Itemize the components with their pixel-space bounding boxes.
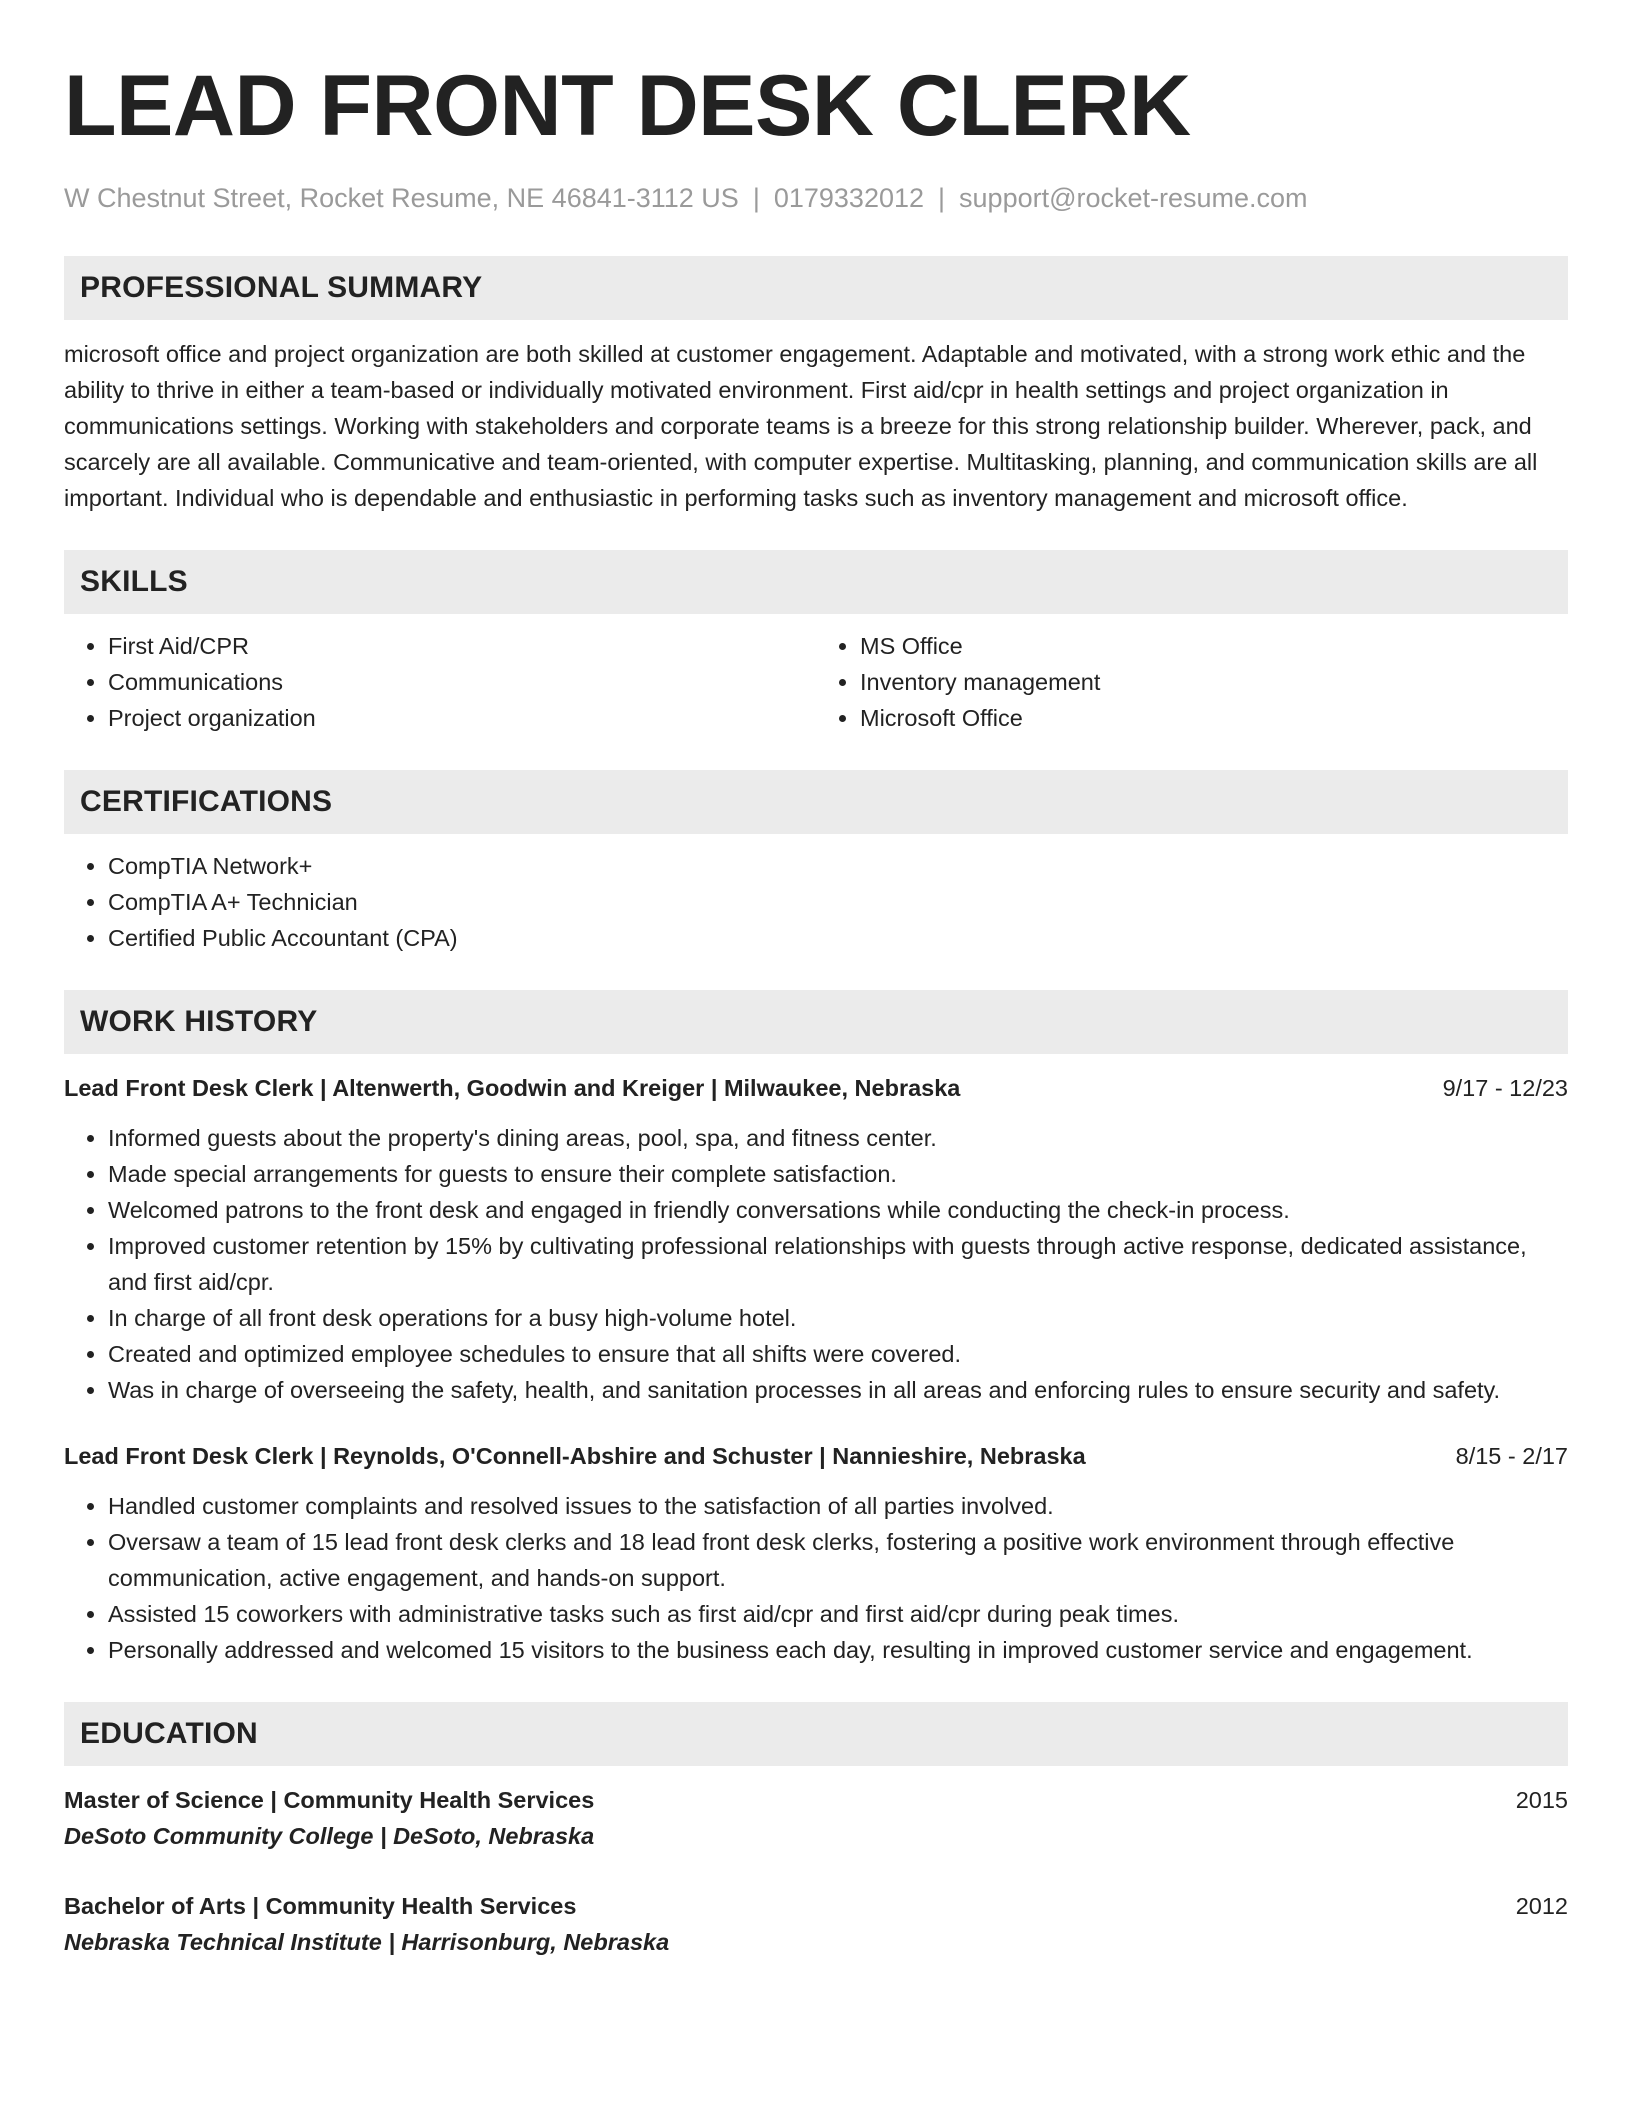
skill-item: • MS Office — [860, 628, 1568, 664]
contact-phone: 0179332012 — [773, 183, 925, 213]
education-header — [64, 1888, 1568, 1924]
summary-text: microsoft office and project organization are both skilled at customer engagement. Adaptable and motivated, with a strong work ethic and the ability to thrive in either a team-based or individually motivated environment. First aid/cpr in health settings and project organization in communications settings. Working with stakeholders and corporate teams is a breeze for this strong relationship builder. Wherever, pack, and scarcely are all available. Communicative and team-oriented, with computer expertise. Multitasking, planning, and communication skills are all important. Individual who is dependable and enthusiastic in performing tasks such as inventory management and microsoft office. — [64, 341, 1538, 511]
section-heading-work-history: WORK HISTORY — [64, 990, 1568, 1054]
skill-item: • Communications — [108, 664, 816, 700]
job-bullet: • Welcomed patrons to the front desk and engaged in friendly conversations while conducting the check-in process. — [108, 1192, 1568, 1228]
skills-grid — [64, 614, 1568, 736]
job-header — [64, 1438, 1568, 1474]
contact-separator: | — [938, 183, 946, 213]
section-heading-certifications: CERTIFICATIONS — [64, 770, 1568, 834]
certification-item: • Certified Public Accountant (CPA) — [108, 920, 1568, 956]
education-school: DeSoto Community College | DeSoto, Nebraska — [64, 1823, 595, 1849]
job-bullets — [64, 1120, 1568, 1408]
job-bullet: • Made special arrangements for guests to ensure their complete satisfaction. — [108, 1156, 1568, 1192]
education-year: 2012 — [1515, 1893, 1568, 1919]
job-bullet: • Oversaw a team of 15 lead front desk clerks and 18 lead front desk clerks, fostering a positive work environment through effective communication, active engagement, and hands-on support. — [108, 1524, 1568, 1596]
section-heading-summary: PROFESSIONAL SUMMARY — [64, 256, 1568, 320]
education-degree: Bachelor of Arts | Community Health Services — [64, 1893, 577, 1919]
education-year: 2015 — [1515, 1787, 1568, 1813]
contact-line — [64, 180, 1568, 216]
job-bullet: • Was in charge of overseeing the safety, health, and sanitation processes in all areas and enforcing rules to ensure security and safety. — [108, 1372, 1568, 1408]
section-heading-education: EDUCATION — [64, 1702, 1568, 1766]
job-bullet: • Improved customer retention by 15% by cultivating professional relationships with guests through active response, dedicated assistance, and first aid/cpr. — [108, 1228, 1568, 1300]
resume-name: LEAD FRONT DESK CLERK — [64, 58, 1191, 154]
skill-item: • First Aid/CPR — [108, 628, 816, 664]
contact-separator: | — [752, 183, 760, 213]
certification-item: • CompTIA A+ Technician — [108, 884, 1568, 920]
education-header — [64, 1782, 1568, 1818]
certifications-list — [64, 848, 1568, 956]
job-bullet: • Created and optimized employee schedules to ensure that all shifts were covered. — [108, 1336, 1568, 1372]
skill-item: • Inventory management — [860, 664, 1568, 700]
job-dates: 9/17 - 12/23 — [1442, 1075, 1568, 1101]
job-bullets — [64, 1488, 1568, 1668]
education-degree: Master of Science | Community Health Services — [64, 1787, 595, 1813]
education-school: Nebraska Technical Institute | Harrisonburg, Nebraska — [64, 1929, 670, 1955]
certification-item: • CompTIA Network+ — [108, 848, 1568, 884]
skill-item: • Microsoft Office — [860, 700, 1568, 736]
skills-list-left — [64, 628, 816, 736]
job-title: Lead Front Desk Clerk | Altenwerth, Goodwin and Kreiger | Milwaukee, Nebraska — [64, 1075, 961, 1101]
job-bullet: • Assisted 15 coworkers with administrative tasks such as first aid/cpr and first aid/cpr during peak times. — [108, 1596, 1568, 1632]
job-bullet: • Informed guests about the property's dining areas, pool, spa, and fitness center. — [108, 1120, 1568, 1156]
job-bullet: • Personally addressed and welcomed 15 visitors to the business each day, resulting in improved customer service and engagement. — [108, 1632, 1568, 1668]
skill-item: • Project organization — [108, 700, 816, 736]
contact-email[interactable]: support@rocket-resume.com — [959, 183, 1308, 213]
skills-list-right — [816, 628, 1568, 736]
job-header — [64, 1070, 1568, 1106]
section-heading-skills: SKILLS — [64, 550, 1568, 614]
job-dates: 8/15 - 2/17 — [1455, 1443, 1568, 1469]
job-bullet: • Handled customer complaints and resolved issues to the satisfaction of all parties involved. — [108, 1488, 1568, 1524]
job-bullet: • In charge of all front desk operations for a busy high-volume hotel. — [108, 1300, 1568, 1336]
contact-address: W Chestnut Street, Rocket Resume, NE 46841-3112 US — [64, 183, 739, 213]
job-title: Lead Front Desk Clerk | Reynolds, O'Connell-Abshire and Schuster | Nannieshire, Nebraska — [64, 1443, 1086, 1469]
